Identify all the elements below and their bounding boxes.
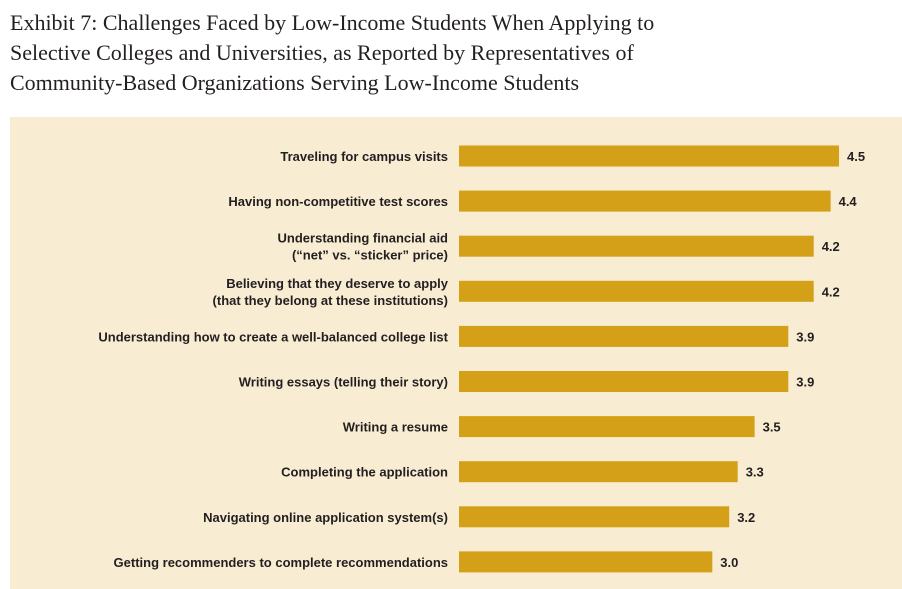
bar-7 bbox=[459, 461, 738, 482]
bar-8 bbox=[459, 506, 729, 527]
value-label-8: 3.2 bbox=[737, 509, 756, 525]
bar-0 bbox=[459, 146, 839, 167]
bar-4 bbox=[459, 326, 788, 347]
bar-2 bbox=[459, 236, 814, 257]
category-label-8: Navigating online application system(s) bbox=[203, 509, 448, 525]
value-label-3: 4.2 bbox=[821, 284, 840, 300]
value-label-1: 4.4 bbox=[838, 194, 857, 210]
value-label-0: 4.5 bbox=[847, 149, 866, 164]
bar-1 bbox=[459, 191, 831, 212]
category-label-3-line-1: (that they belong at these institutions) bbox=[212, 292, 448, 308]
category-label-0: Traveling for campus visits bbox=[280, 149, 448, 164]
chart-title-line-2: Selective Colleges and Universities, as Reported by Representatives of bbox=[10, 40, 634, 65]
chart-title-line-1: Exhibit 7: Challenges Faced by Low-Income Students When Applying to bbox=[10, 10, 655, 35]
bar-6 bbox=[459, 416, 755, 437]
bar-9 bbox=[459, 551, 712, 572]
bar-5 bbox=[459, 371, 788, 392]
value-label-4: 3.9 bbox=[796, 329, 815, 345]
category-label-9: Getting recommenders to complete recommendations bbox=[113, 554, 448, 570]
value-label-7: 3.3 bbox=[745, 464, 764, 480]
category-label-4: Understanding how to create a well-balanced college list bbox=[98, 329, 448, 345]
category-label-2-line-0: Understanding financial aid bbox=[277, 230, 448, 246]
category-label-6: Writing a resume bbox=[342, 419, 448, 435]
category-label-2-line-1: (“net” vs. “sticker” price) bbox=[291, 247, 448, 263]
category-label-1: Having non-competitive test scores bbox=[228, 194, 448, 210]
value-label-2: 4.2 bbox=[821, 239, 840, 255]
category-label-5: Writing essays (telling their story) bbox=[238, 374, 448, 390]
category-label-3-line-0: Believing that they deserve to apply bbox=[226, 275, 448, 291]
bar-3 bbox=[459, 281, 814, 302]
value-label-9: 3.0 bbox=[720, 554, 739, 570]
value-label-6: 3.5 bbox=[762, 419, 781, 435]
category-label-7: Completing the application bbox=[281, 464, 448, 480]
value-label-5: 3.9 bbox=[796, 374, 815, 390]
chart-title-line-3: Community-Based Organizations Serving Low-Income Students bbox=[10, 70, 580, 95]
